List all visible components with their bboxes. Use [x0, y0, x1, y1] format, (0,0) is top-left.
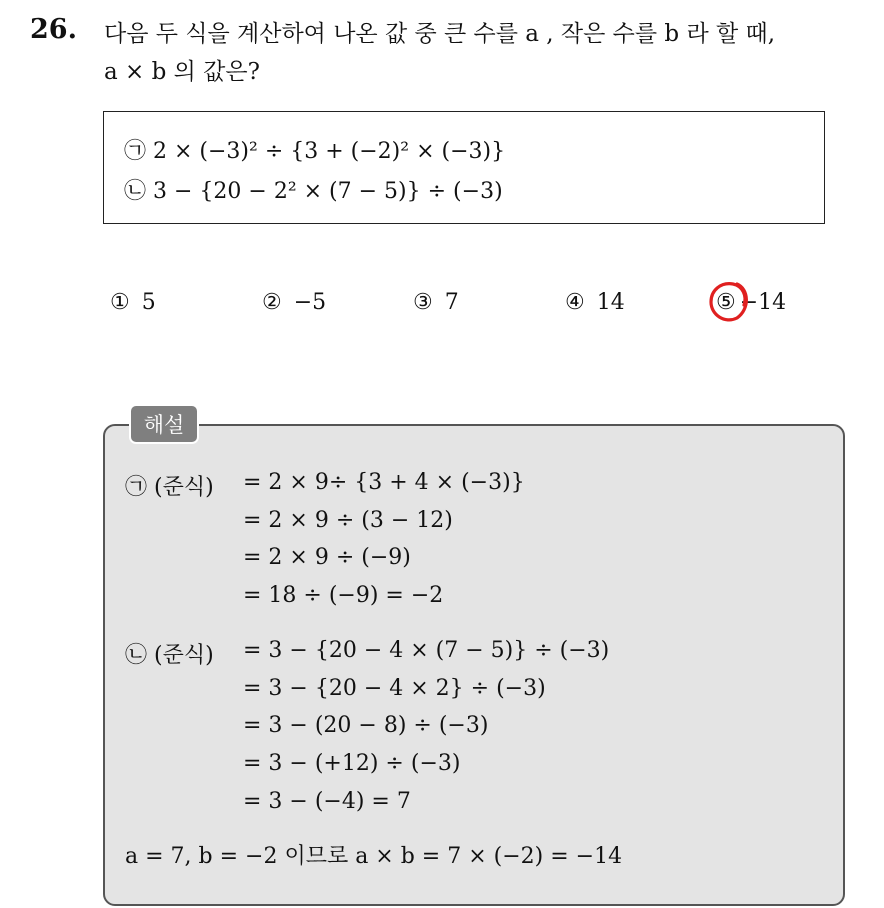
choice-5-answer[interactable]: [716, 290, 786, 315]
given-expressions-box: [103, 111, 825, 224]
part1-step-4: = 18 ÷ (−9) = −2: [243, 583, 444, 608]
choice-marker: ①: [110, 290, 130, 315]
choice-value: 7: [444, 290, 459, 315]
answer-circle-mark: [716, 290, 740, 315]
red-circle-icon: [707, 279, 751, 323]
choice-4[interactable]: [565, 290, 625, 315]
choice-2[interactable]: [262, 290, 326, 315]
choice-value: −14: [739, 290, 787, 315]
part1-step-1: = 2 × 9÷ {3 + 4 × (−3)}: [243, 470, 525, 495]
conclusion: a = 7, b = −2 이므로 a × b = 7 × (−2) = −14: [125, 844, 623, 869]
explanation-tag: 해설: [129, 404, 199, 444]
choice-marker: ③: [413, 290, 433, 315]
part1-step-2: = 2 × 9 ÷ (3 − 12): [243, 508, 453, 533]
part2-label: ㉡ (준식): [125, 643, 214, 668]
part2-step-3: = 3 − (20 − 8) ÷ (−3): [243, 713, 489, 738]
given-expression-1: ㉠ 2 × (−3)² ÷ {3 + (−2)² × (−3)}: [124, 139, 506, 164]
choice-marker: ④: [565, 290, 585, 315]
question-number: 26.: [30, 14, 77, 45]
part2-step-1: = 3 − {20 − 4 × (7 − 5)} ÷ (−3): [243, 638, 610, 663]
choice-value: 14: [596, 290, 625, 315]
part1-label: ㉠ (준식): [125, 475, 214, 500]
given-expression-2: ㉡ 3 − {20 − 2² × (7 − 5)} ÷ (−3): [124, 179, 503, 204]
choice-marker: ⑤: [716, 290, 736, 315]
part2-step-4: = 3 − (+12) ÷ (−3): [243, 751, 461, 776]
question-text-line2: a × b 의 값은?: [104, 59, 260, 85]
choice-value: 5: [141, 290, 156, 315]
part2-step-5: = 3 − (−4) = 7: [243, 789, 411, 814]
choice-1[interactable]: [110, 290, 156, 315]
choice-value: −5: [293, 290, 327, 315]
choice-3[interactable]: [413, 290, 459, 315]
explanation-box: [103, 424, 845, 906]
question-text-line1: 다음 두 식을 계산하여 나온 값 중 큰 수를 a , 작은 수를 b 라 할 때,: [104, 21, 776, 47]
part2-step-2: = 3 − {20 − 4 × 2} ÷ (−3): [243, 676, 546, 701]
part1-step-3: = 2 × 9 ÷ (−9): [243, 545, 411, 570]
choice-marker: ②: [262, 290, 282, 315]
